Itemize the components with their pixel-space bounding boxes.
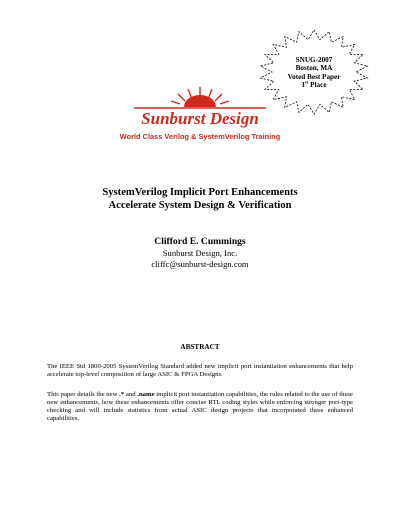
title-line-2: Accelerate System Design & Verification [108,200,292,211]
author-name: Clifford E. Cummings [154,236,246,247]
award-place: 1st Place [301,79,327,89]
award-event: SNUG-2007 [295,56,333,64]
tagline: World Class Verilog & SystemVerilog Training [119,132,281,141]
abstract-heading: ABSTRACT [180,343,220,351]
logo-wordmark: Sunburst Design [141,109,259,128]
title-line-1: SystemVerilog Implicit Port Enhancements [102,187,298,198]
abstract-paragraph-2: This paper details the new .* and .name implicit port instantiation capabilities, the rules related to the use of these new enhancements, how these enhancements offer concise RTL coding styles while enforcing stronger port-type checking and will include statistics from actual ASIC design projects that incorporated these enhanced capabilities. [47,391,353,423]
award-seal [258,28,370,116]
author-block [0,237,400,269]
abstract-paragraph-1: The IEEE Std 1800-2005 SystemVerilog Standard added new implicit port instantiation enhancements that help accelerate top-level composition of large ASIC & FPGA Designs. [47,363,353,379]
sunburst-design-logo [130,85,270,131]
paper-title [0,186,400,212]
sun-icon [184,95,216,107]
award-title: Voted Best Paper [287,72,341,81]
award-text [258,56,370,89]
author-email: cliffc@sunburst-design.com [151,258,249,269]
author-company: Sunburst Design, Inc. [162,248,238,259]
award-location: Boston, MA [295,64,333,73]
